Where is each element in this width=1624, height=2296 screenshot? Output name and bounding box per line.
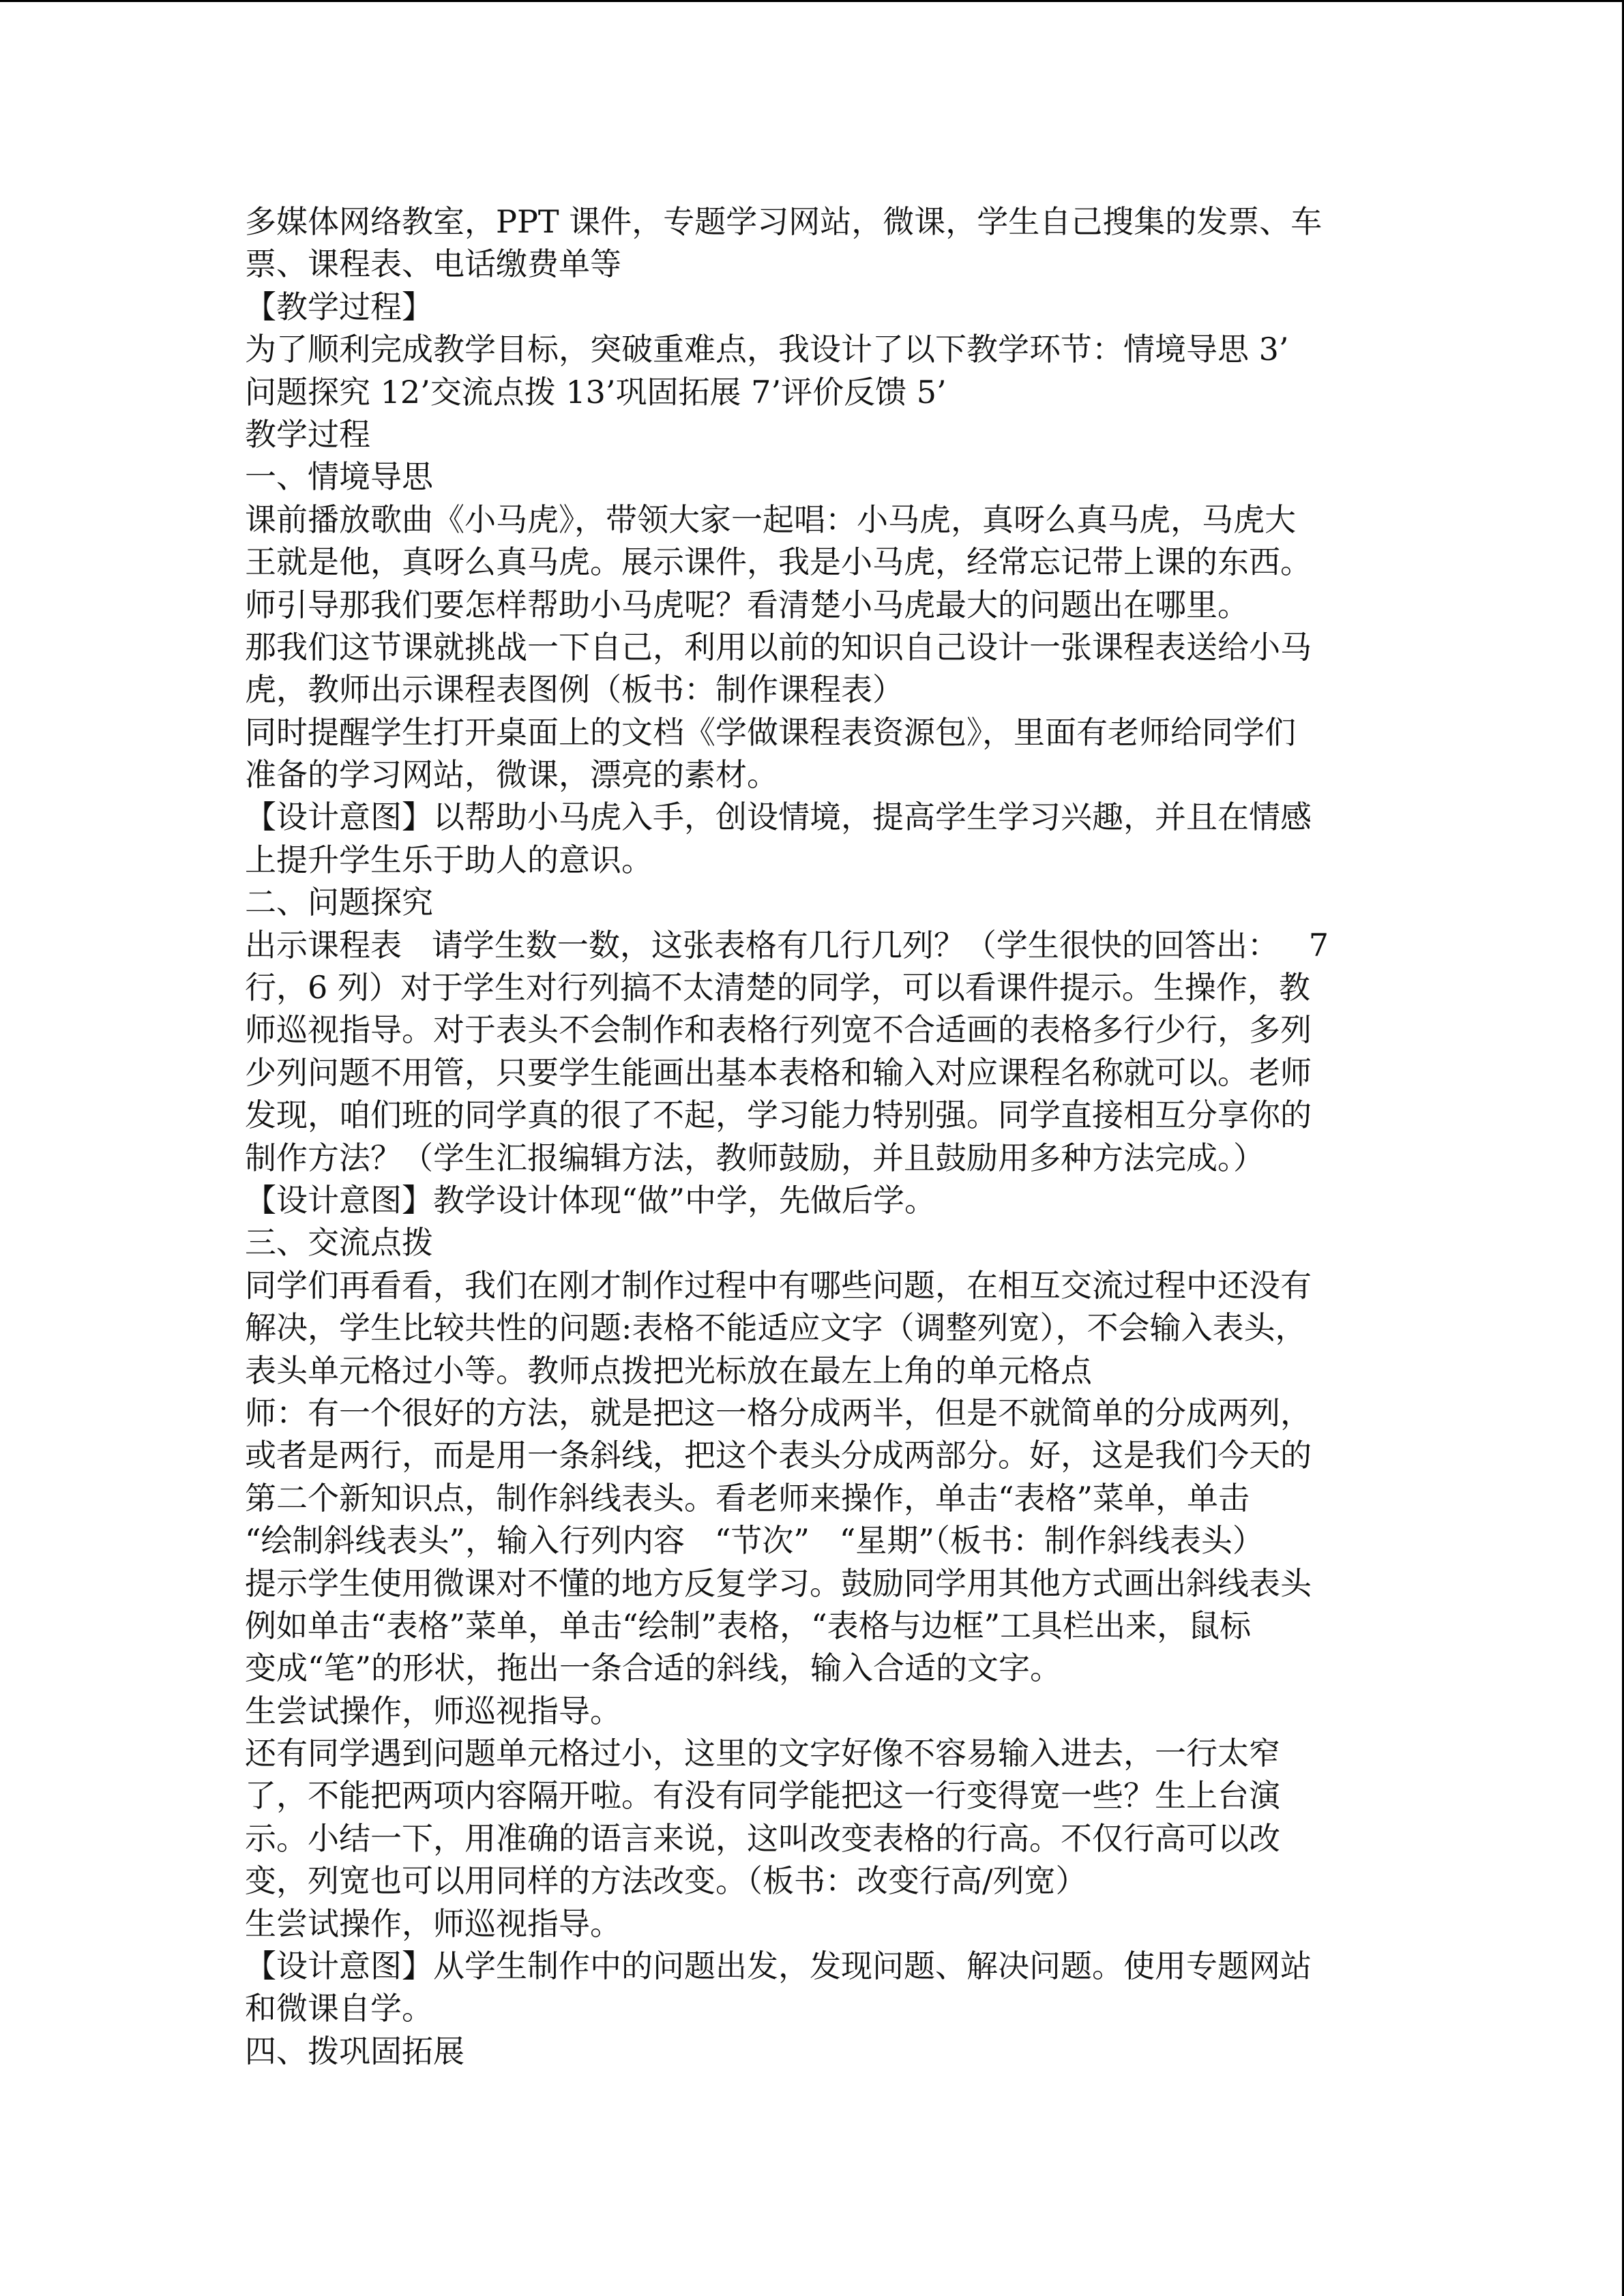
text-line: 多媒体网络教室，PPT 课件，专题学习网站，微课，学生自己搜集的发票、车 — [245, 203, 1323, 240]
text-line: 或者是两行，而是用一条斜线，把这个表头分成两部分。好，这是我们今天的 — [245, 1437, 1312, 1474]
section-heading: 【教学过程】 — [245, 288, 433, 325]
section-heading: 教学过程 — [245, 415, 370, 453]
text-line: 那我们这节课就挑战一下自己，利用以前的知识自己设计一张课程表送给小马 — [245, 628, 1312, 666]
text-line: 生尝试操作，师巡视指导。 — [245, 1905, 621, 1942]
section-heading: 三、交流点拨 — [245, 1224, 433, 1262]
text-line: 同学们再看看，我们在刚才制作过程中有哪些问题，在相互交流过程中还没有 — [245, 1266, 1312, 1304]
text-line: 第二个新知识点，制作斜线表头。看老师来操作，单击“表格”菜单，单击 — [245, 1479, 1250, 1517]
text-line: 提示学生使用微课对不懂的地方反复学习。鼓励同学用其他方式画出斜线表头 — [245, 1564, 1312, 1602]
text-line: 发现，咱们班的同学真的很了不起，学习能力特别强。同学直接相互分享你的 — [245, 1097, 1312, 1134]
text-line: 票、课程表、电话缴费单等 — [245, 245, 621, 283]
text-line: 问题探究 12’交流点拨 13’巩固拓展 7’评价反馈 5’ — [245, 373, 947, 411]
text-line: 和微课自学。 — [245, 1990, 433, 2027]
text-line: 师：有一个很好的方法，就是把这一格分成两半，但是不就简单的分成两列， — [245, 1394, 1312, 1431]
text-line: 出示课程表 请学生数一数，这张表格有几行几列？（学生很快的回答出： 7 — [245, 926, 1329, 964]
document-body — [245, 200, 1377, 2072]
text-line: 生尝试操作，师巡视指导。 — [245, 1692, 621, 1729]
text-line: 少列问题不用管，只要学生能画出基本表格和输入对应课程名称就可以。老师 — [245, 1054, 1312, 1091]
text-line: 变，列宽也可以用同样的方法改变。（板书：改变行高/列宽） — [245, 1862, 1087, 1900]
text-line: 王就是他，真呀么真马虎。展示课件，我是小马虎，经常忘记带上课的东西。 — [245, 543, 1312, 581]
text-line: 表头单元格过小等。教师点拨把光标放在最左上角的单元格点 — [245, 1352, 1092, 1389]
text-line: 上提升学生乐于助人的意识。 — [245, 841, 653, 878]
section-heading: 四、拨巩固拓展 — [245, 2032, 464, 2070]
text-line: 示。小结一下，用准确的语言来说，这叫改变表格的行高。不仅行高可以改 — [245, 1819, 1280, 1857]
text-line: 为了顺利完成教学目标，突破重难点，我设计了以下教学环节：情境导思 3’ — [245, 331, 1289, 368]
text-line: 师巡视指导。对于表头不会制作和表格行列宽不合适画的表格多行少行，多列 — [245, 1011, 1312, 1049]
text-line: 解决，学生比较共性的问题:表格不能适应文字（调整列宽），不会输入表头， — [245, 1309, 1307, 1347]
design-intent-line: 【设计意图】以帮助小马虎入手，创设情境，提高学生学习兴趣，并且在情感 — [245, 799, 1312, 836]
text-line: 还有同学遇到问题单元格过小，这里的文字好像不容易输入进去，一行太窄 — [245, 1735, 1280, 1772]
text-line: 课前播放歌曲《小马虎》，带领大家一起唱：小马虎，真呀么真马虎，马虎大 — [245, 501, 1296, 538]
text-line: 例如单击“表格”菜单，单击“绘制”表格，“表格与边框”工具栏出来，鼠标 — [245, 1607, 1252, 1644]
text-line: 变成“笔”的形状，拖出一条合适的斜线，输入合适的文字。 — [245, 1650, 1062, 1687]
text-line: 准备的学习网站，微课，漂亮的素材。 — [245, 756, 778, 794]
text-line: 虎，教师出示课程表图例（板书：制作课程表） — [245, 671, 904, 709]
design-intent-line: 【设计意图】从学生制作中的问题出发，发现问题、解决问题。使用专题网站 — [245, 1948, 1312, 1985]
section-heading: 一、情境导思 — [245, 458, 433, 496]
design-intent-line: 【设计意图】教学设计体现“做”中学，先做后学。 — [245, 1181, 936, 1219]
text-line: 了，不能把两项内容隔开啦。有没有同学能把这一行变得宽一些？生上台演 — [245, 1777, 1280, 1815]
text-line: 制作方法？（学生汇报编辑方法，教师鼓励，并且鼓励用多种方法完成。） — [245, 1139, 1265, 1176]
text-line: 同时提醒学生打开桌面上的文档《学做课程表资源包》，里面有老师给同学们 — [245, 713, 1296, 751]
text-line: 行，6 列）对于学生对行列搞不太清楚的同学，可以看课件提示。生操作，教 — [245, 969, 1310, 1007]
text-line: “绘制斜线表头”，输入行列内容 “节次” “星期”（板书：制作斜线表头） — [245, 1522, 1264, 1560]
section-heading: 二、问题探究 — [245, 884, 433, 921]
text-line: 师引导那我们要怎样帮助小马虎呢？看清楚小马虎最大的问题出在哪里。 — [245, 586, 1249, 623]
